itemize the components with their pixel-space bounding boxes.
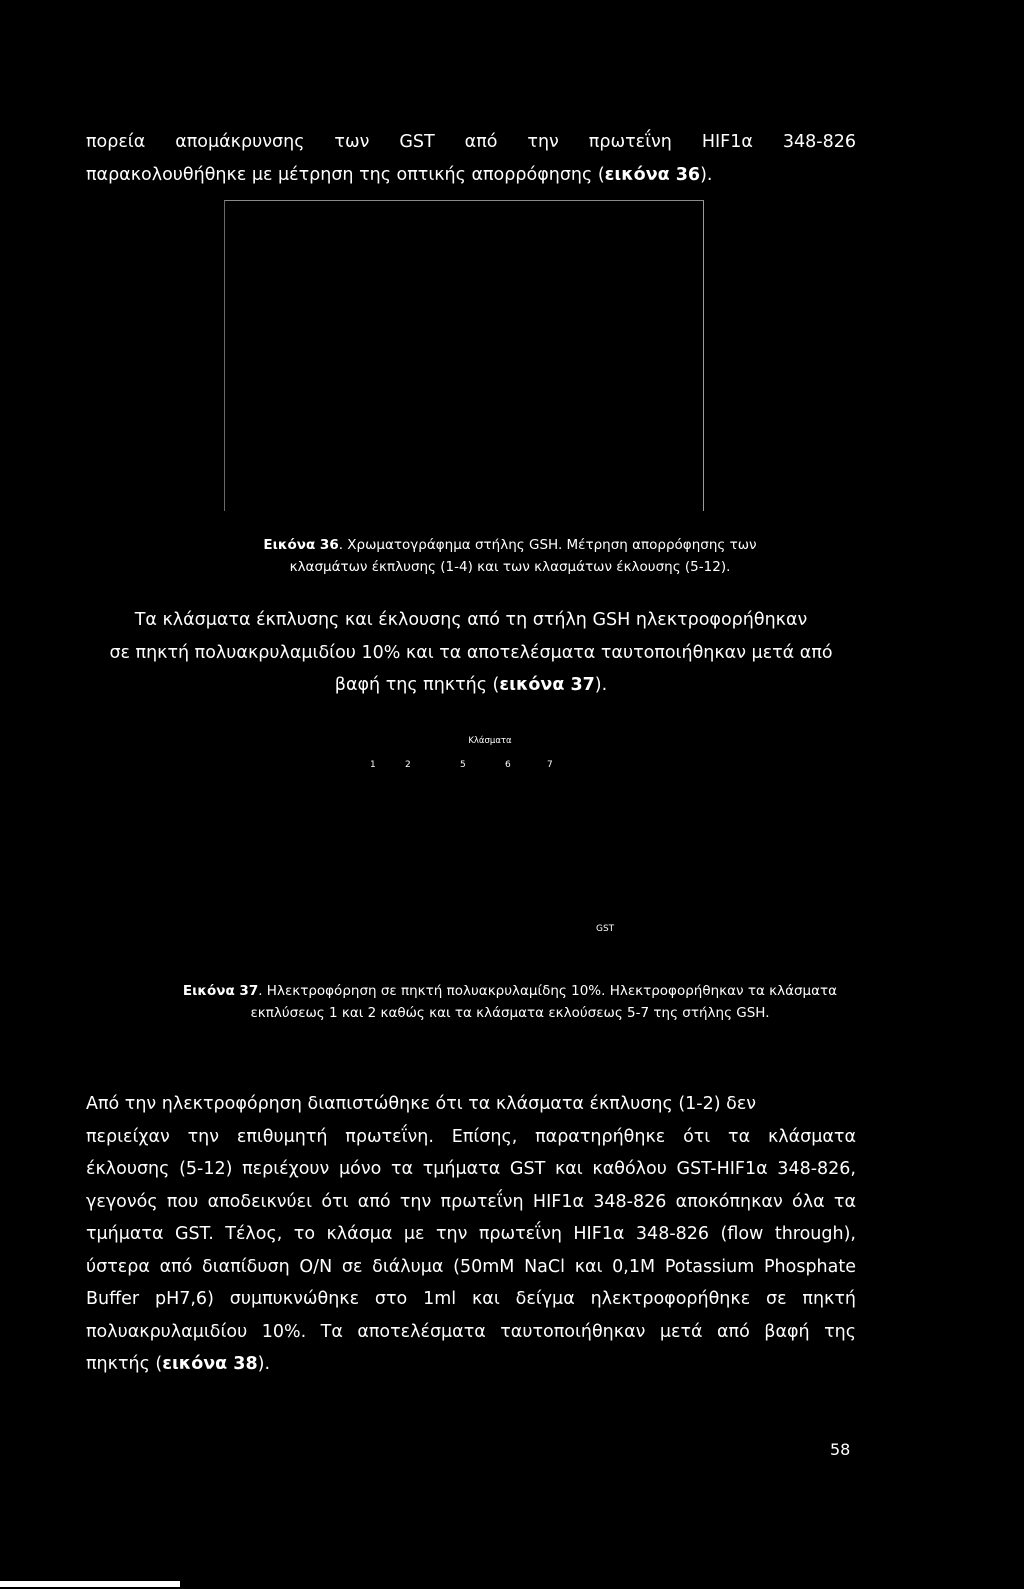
gel-lane-label: 1 bbox=[370, 760, 376, 770]
gel-lane-label: 7 bbox=[547, 760, 553, 770]
gel-lane-label: 2 bbox=[405, 760, 411, 770]
intro-line-1: πορεία απομάκρυνσης των GST από την πρωτεΐνη HIF1α 348-826 bbox=[86, 132, 856, 152]
figure-36-chart-frame bbox=[224, 200, 704, 511]
figure-37-reference: εικόνα 37 bbox=[499, 675, 595, 695]
gel-gst-band-label: GST bbox=[596, 924, 615, 934]
gel-fractions-header: Κλάσματα bbox=[468, 736, 512, 746]
page-number: 58 bbox=[830, 1440, 851, 1459]
gel-lane-label: 6 bbox=[505, 760, 511, 770]
gel-paragraph: Τα κλάσματα έκπλυσης και έκλουσης από τη στήλη GSH ηλεκτροφορήθηκαν σε πηκτή πολυακρυλαμιδίου 10% και τα αποτελέσματα ταυτοποιήθηκαν μετά από βαφή της πηκτής (εικόνα 37). bbox=[109, 610, 833, 695]
figure-37-label: Εικόνα 37 bbox=[182, 983, 259, 999]
figure-37-caption: Εικόνα 37. Ηλεκτροφόρηση σε πηκτή πολυακρυλαμίδης 10%. Ηλεκτροφορήθηκαν τα κλάσματα εκπλύσεως 1 και 2 καθώς και τα κλάσματα εκλούσεως 5-7 της στήλης GSH. bbox=[182, 983, 838, 1021]
gel-lane-label: 5 bbox=[460, 760, 466, 770]
figure-36-label: Εικόνα 36 bbox=[263, 537, 339, 553]
results-paragraph: Από την ηλεκτροφόρηση διαπιστώθηκε ότι τα κλάσματα έκπλυσης (1-2) δεν περιείχαν την επιθυμητή πρωτεΐνη. Επίσης, παρατηρήθηκε ότι τα κλάσματα έκλουσης (5-12) περιέχουν μόνο τα τμήματα GST και καθόλου GST-HIF1α 348-826, γεγονός που αποδεικνύει ότι από την πρωτεΐνη HIF1α 348-826 αποκόπηκαν όλα τα τμήματα GST. Τέλος, το κλάσμα με την πρωτεΐνη HIF1α 348-826 (flow through), ύστερα από διαπίδυση O/N σε διάλυμα (50mM NaCl και 0,1M Potassium Phosphate Buffer pH7,6) συμπυκνώθηκε στο 1ml και δείγμα ηλεκτροφορήθηκε σε πηκτή πολυακρυλαμιδίου 10%. Τα αποτελέσματα ταυτοποιήθηκαν μετά από βαφή της πηκτής (εικόνα 38). bbox=[86, 1094, 856, 1374]
intro-paragraph bbox=[86, 126, 856, 191]
figure-36-caption: Εικόνα 36. Χρωματογράφημα στήλης GSH. Μέτρηση απορρόφησης των κλασμάτων έκπλυσης (1-4) και των κλασμάτων έκλουσης (5-12). bbox=[263, 537, 757, 575]
figure-36-reference: εικόνα 36 bbox=[604, 164, 701, 185]
intro-line-2: παρακολουθήθηκε με μέτρηση της οπτικής απορρόφησης (εικόνα 36). bbox=[86, 164, 713, 185]
figure-38-reference: εικόνα 38 bbox=[162, 1354, 258, 1374]
scan-edge-bar bbox=[0, 1581, 180, 1587]
